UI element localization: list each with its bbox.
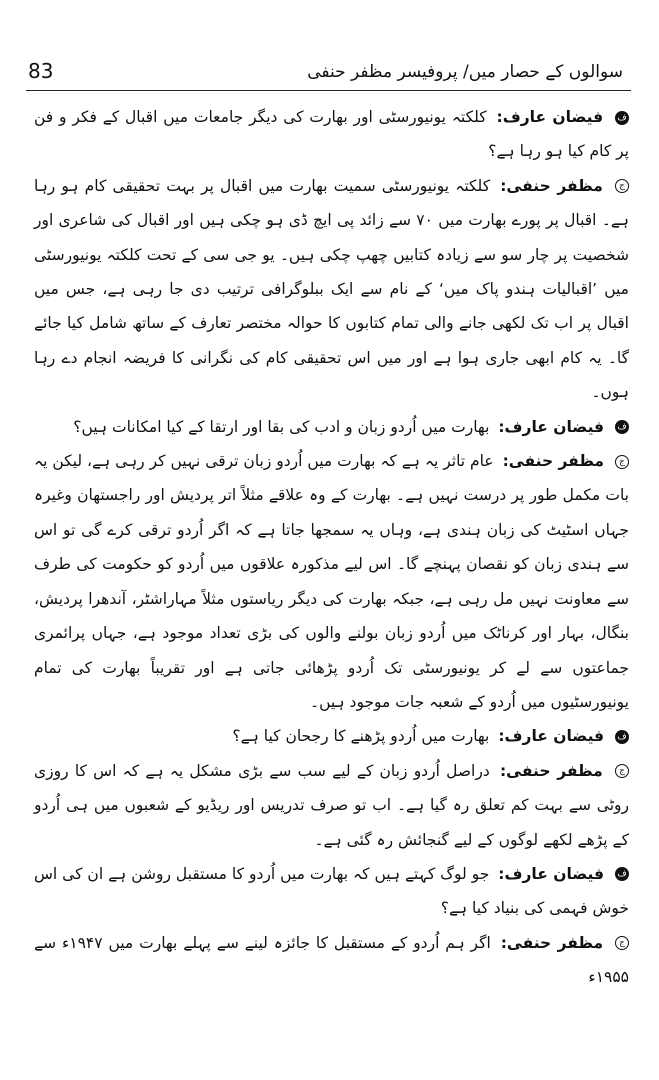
paragraph-text: اگر ہم اُردو کے مستقبل کا جائزہ لینے سے پہلے بھارت میں ۱۹۴۷ء سے ۱۹۵۵ء bbox=[34, 933, 629, 987]
paragraph-answer bbox=[34, 169, 629, 410]
header-rule bbox=[26, 90, 631, 91]
paragraph-text: جو لوگ کہتے ہیں کہ بھارت میں اُردو کا مستقبل روشن ہے ان کی اس خوش فہمی کی بنیاد کیا ہے؟ bbox=[34, 864, 629, 918]
speaker-label: فیضان عارف: bbox=[498, 417, 605, 436]
speaker-label: فیضان عارف: bbox=[498, 864, 605, 883]
paragraph-question bbox=[34, 100, 629, 169]
paragraph-question bbox=[34, 719, 629, 753]
running-title: سوالوں کے حصار میں/ پروفیسر مظفر حنفی bbox=[307, 61, 623, 82]
question-marker-icon: ف bbox=[615, 867, 629, 881]
paragraph-answer bbox=[34, 754, 629, 857]
interview-text bbox=[34, 100, 629, 995]
question-marker-icon: ف bbox=[615, 730, 629, 744]
page-header bbox=[28, 54, 623, 88]
page-number: 83 bbox=[28, 59, 54, 83]
paragraph-text: دراصل اُردو زبان کے لیے سب سے بڑی مشکل یہ ہے کہ اس کا روزی روٹی سے بہت کم تعلق رہ گیا ہے۔ اب تو صرف تدریس اور ریڈیو کے شعبوں میں ہی اُردو کے پڑھے لکھے لوگوں کے لیے گنجائش رہ گئی ہے۔ bbox=[34, 761, 629, 849]
paragraph-question bbox=[34, 857, 629, 926]
speaker-label: مظفر حنفی: bbox=[500, 933, 604, 952]
speaker-label: مظفر حنفی: bbox=[499, 761, 603, 780]
speaker-label: فیضان عارف: bbox=[496, 108, 604, 126]
question-marker-icon: ف bbox=[615, 420, 629, 434]
paragraph-text: عام تاثر یہ ہے کہ بھارت میں اُردو زبان ترقی نہیں کر رہی ہے، لیکن یہ بات مکمل طور پر درست نہیں ہے۔ بھارت کے وہ علاقے مثلاً اتر پردیش اور راجستھان وغیرہ جہاں اسٹیٹ کی زبان ہندی ہے، وہاں یہ سمجھا جاتا ہے کہ اگر اُردو ترقی کرے گی تو اس سے ہندی زبان کو نقصان پہنچے گا۔ اس لیے مذکورہ علاقوں میں اُردو کو حکومت کی طرف سے معاونت نہیں مل رہی ہے، جبکہ بھارت کی دیگر ریاستوں مثلاً مہاراشٹر، آندھرا پردیش، بنگال، بہار اور کرناٹک میں اُردو زبان بولنے والوں کی بڑی تعداد موجود ہے، جہاں پرائمری جماعتوں سے لے کر یونیورسٹی تک اُردو پڑھائی جاتی ہے اور تقریباً بھارت کی تمام یونیورسٹیوں میں اُردو کے شعبہ جات موجود ہیں۔ bbox=[34, 452, 629, 711]
paragraph-answer bbox=[34, 444, 629, 719]
answer-marker-icon: ج bbox=[615, 936, 629, 950]
paragraph-answer bbox=[34, 926, 629, 995]
paragraph-text: کلکتہ یونیورسٹی سمیت بھارت میں اقبال پر بہت تحقیقی کام ہو رہا ہے۔ اقبال پر پورے بھارت میں ۷۰ سے زائد پی ایچ ڈی ہو چکی ہیں اور اقبال کی شاعری اور شخصیت پر چار سو سے زیادہ کتابیں چھپ چکی ہیں۔ یو جی سی کے تحت کلکتہ یونیورسٹی میں ’اقبالیات ہندو پاک میں‘ کے نام سے ایک ببلوگرافی ترتیب دی جا رہی ہے، جس میں اقبال پر اب تک لکھی جانے والی تمام کتابوں کا حوالہ مختصر تعارف کے ساتھ شامل کیا جائے گا۔ یہ کام ابھی جاری ہوا ہے اور میں اس تحقیقی کام کی نگرانی کا فریضہ انجام دے رہا ہوں۔ bbox=[34, 176, 629, 402]
answer-marker-icon: ج bbox=[615, 179, 629, 193]
answer-marker-icon: ج bbox=[615, 764, 629, 778]
speaker-label: فیضان عارف: bbox=[498, 727, 605, 746]
paragraph-question bbox=[34, 410, 629, 444]
answer-marker-icon: ج bbox=[615, 455, 629, 469]
paragraph-text: بھارت میں اُردو پڑھنے کا رجحان کیا ہے؟ bbox=[232, 727, 490, 746]
paragraph-text: کلکتہ یونیورسٹی اور بھارت کی دیگر جامعات میں اقبال کے فکر و فن پر کام کیا ہو رہا ہے؟ bbox=[34, 108, 629, 161]
paragraph-text: بھارت میں اُردو زبان و ادب کی بقا اور ارتقا کے کیا امکانات ہیں؟ bbox=[73, 417, 490, 436]
speaker-label: مظفر حنفی: bbox=[502, 452, 605, 471]
question-marker-icon: ف bbox=[615, 111, 629, 125]
speaker-label: مظفر حنفی: bbox=[500, 176, 603, 195]
